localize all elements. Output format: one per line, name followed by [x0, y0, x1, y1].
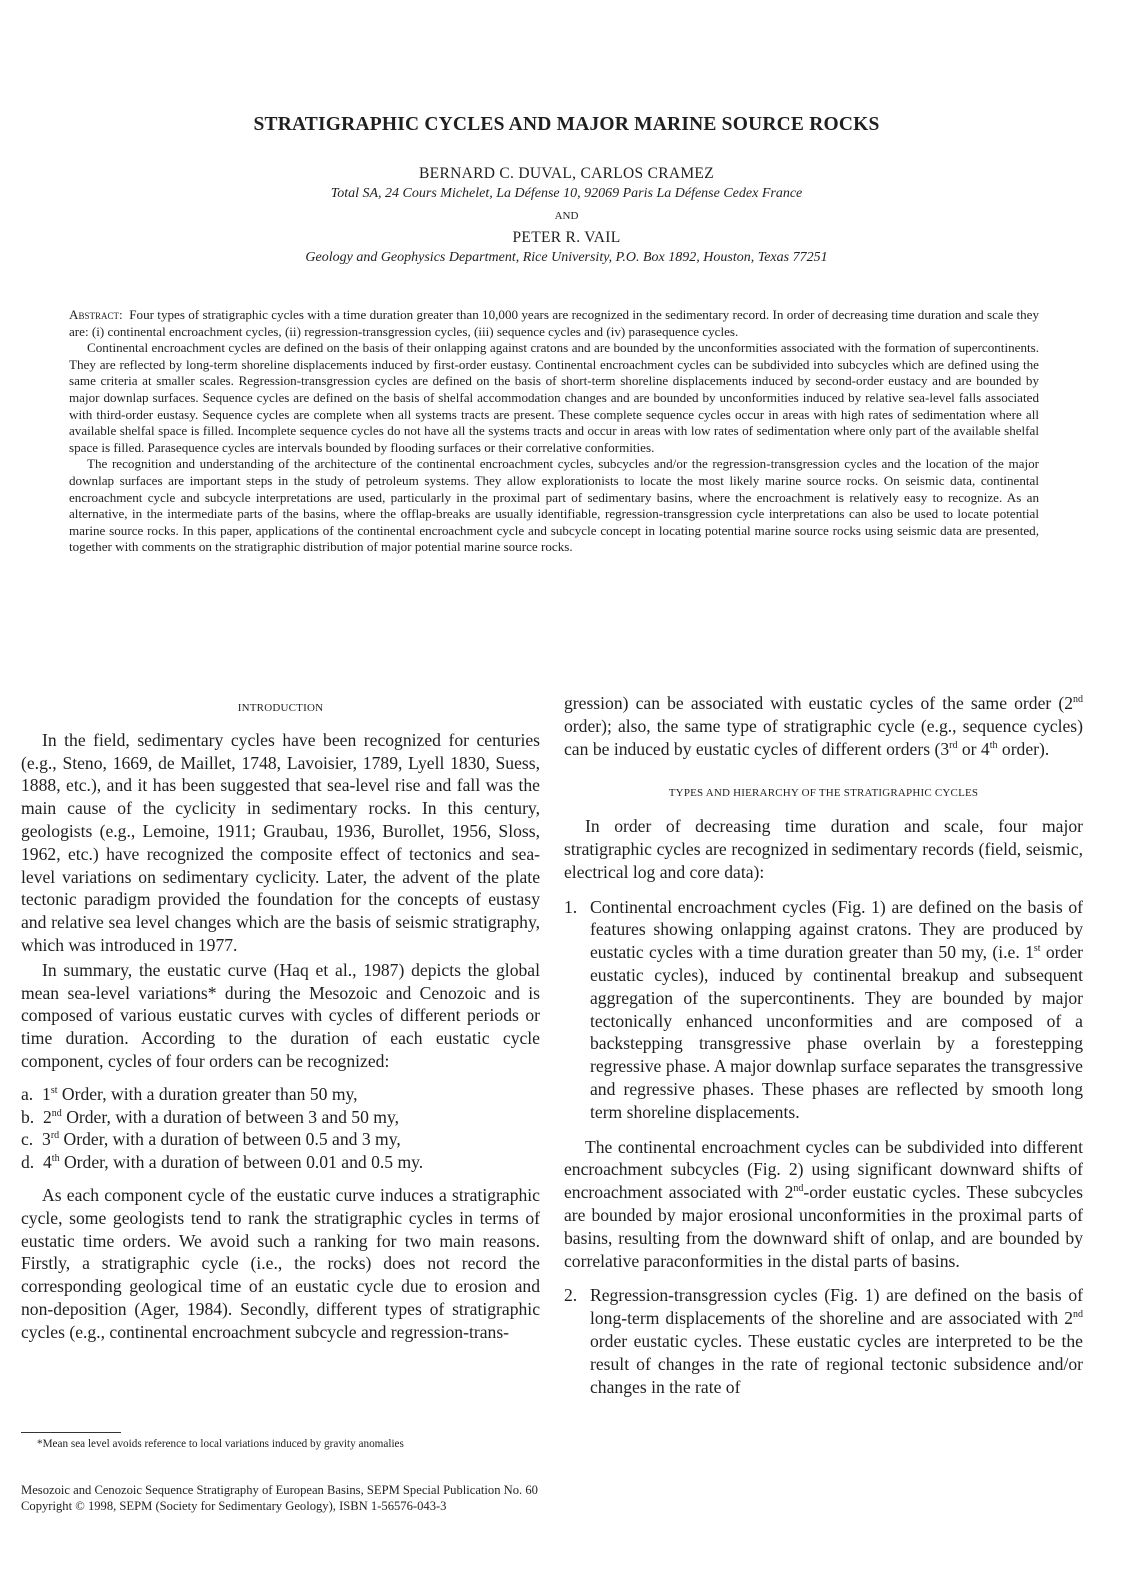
intro-paragraph-2: In summary, the eustatic curve (Haq et al., 1987) depicts the global mean sea-level variations* during the Mesozoic and Cenozoic and is composed of various eustatic curves with cycles of different periods or time duration. According to the duration of each eustatic cycle component, cycles of four orders can be recognized: [21, 959, 540, 1071]
introduction-heading: INTRODUCTION [237, 702, 324, 714]
abstract-paragraph-2: Continental encroachment cycles are defined on the basis of their onlapping against cratons and are bounded by the unconformities associated with the formation of supercontinents. They are reflected by long-term shoreline displacements induced by first-order eustasy. Continental encroachment cycles can be subdivided into subcycles which are defined using the same criteria at smaller scales. Regression-transgression cycles are defined on the basis of short-term shoreline displacements induced by second-order eustacy and are bounded by major downlap surfaces. Sequence cycles are defined on the basis of shelfal accommodation changes and are bounded by unconformities induced by relative sea-level falls associated with third-order eustasy. Sequence cycles are complete when all systems tracts are present. These complete sequence cycles occur in areas with high rates of sedimentation where all available shelfal space is filled. Incomplete sequence cycles do not have all the systems tracts and occur in areas with low rates of sedimentation where only part of the available shelfal space is filled. Parasequence cycles are intervals bounded by flooding surfaces or their correlative conformities. [69, 340, 1039, 455]
footnote: *Mean sea level avoids reference to local variations induced by gravity anomalies [37, 1438, 404, 1450]
eustatic-order-list [21, 1083, 540, 1174]
right-column [564, 692, 1083, 1398]
cycle-item-2: 2. Regression-transgression cycles (Fig. 1) are defined on the basis of long-term displacements of the shoreline and are associated with 2nd order eustatic cycles. These eustatic cycles are interpreted to be the result of changes in the rate of regional tectonic subsidence and/or changes in the rate of [564, 1285, 1083, 1397]
paper-title: STRATIGRAPHIC CYCLES AND MAJOR MARINE SOURCE ROCKS [253, 114, 880, 135]
intro-paragraph-3-continued: gression) can be associated with eustatic cycles of the same order (2nd order); also, the same type of stratigraphic cycle (e.g., sequence cycles) can be induced by eustatic cycles of different orders (3rd or 4th order). [564, 693, 1083, 759]
authors-conjunction: AND [554, 210, 579, 222]
types-paragraph-1: In order of decreasing time duration and scale, four major stratigraphic cycles are recognized in sedimentary records (field, seismic, electrical log and core data): [564, 816, 1083, 882]
cycle-item-1: 1. Continental encroachment cycles (Fig. 1) are defined on the basis of features showing onlapping against cratons. They are produced by eustatic cycles with a time duration greater than 50 my, (i.e. 1st order eustatic cycles), induced by continental breakup and subsequent aggregation of the supercontinents. They are bounded by major tectonically enhanced unconformities and are composed of a backstepping transgressive phase overlain by a forestepping regressive phase. A major downlap surface separates the transgressive and regressive phases. These phases are reflected by smooth long term shoreline displacements. [564, 896, 1083, 1122]
intro-paragraph-1: In the field, sedimentary cycles have been recognized for centuries (e.g., Steno, 1669, de Maillet, 1748, Lavoisier, 1789, Lyell 1830, Suess, 1888, etc.), and it has been suggested that sea-level rise and fall was the main cause of the cyclicity in sedimentary rocks. In this century, geologists (e.g., Lemoine, 1911; Graubau, 1936, Burollet, 1956, Sloss, 1962, etc.) have recognized the composite effect of tectonics and sea-level variations on sedimentary cyclicity. Later, the advent of the plate tectonic paradigm provided the foundation for the concepts of eustasy and relative sea level changes which are the basis of seismic stratigraphy, which was introduced in 1977. [21, 729, 540, 955]
affiliation-1: Total SA, 24 Cours Michelet, La Défense 10, 92069 Paris La Défense Cedex France [330, 186, 803, 201]
cycle-list-2 [564, 1284, 1083, 1398]
order-item: c. 3rd Order, with a duration of between 0.5 and 3 my, [21, 1129, 401, 1150]
order-item: b. 2nd Order, with a duration of between 3 and 50 my, [21, 1106, 400, 1127]
footnote-rule [21, 1432, 121, 1433]
types-heading: TYPES AND HIERARCHY OF THE STRATIGRAPHIC CYCLES [668, 787, 979, 800]
abstract-label: Abstract: [69, 307, 123, 322]
order-item: d. 4th Order, with a duration of between 0.01 and 0.5 my. [21, 1152, 424, 1173]
types-paragraph-2: The continental encroachment cycles can be subdivided into different encroachment subcycles (Fig. 2) using significant downward shifts of encroachment associated with 2nd-order eustatic cycles. These subcycles are bounded by major erosional unconformities in the proximal parts of basins, resulting from the downward shift of onlap, and are bounded by correlative paraconformities in the distal parts of basins. [564, 1136, 1083, 1271]
footer-line-2: Copyright © 1998, SEPM (Society for Sedimentary Geology), ISBN 1-56576-043-3 [21, 1499, 447, 1513]
abstract-paragraph-1-text: Four types of stratigraphic cycles with a time duration greater than 10,000 years are recognized in the sedimentary record. In order of decreasing time duration and scale they are: (i) continental encroachment cycles, (ii) regression-transgression cycles, (iii) sequence cycles and (iv) parasequence cycles. [69, 307, 1039, 339]
affiliation-2: Geology and Geophysics Department, Rice University, P.O. Box 1892, Houston, Texas 77251 [305, 250, 828, 265]
authors-line-1: BERNARD C. DUVAL, CARLOS CRAMEZ [419, 165, 714, 182]
left-column [21, 697, 540, 1344]
intro-paragraph-3: As each component cycle of the eustatic curve induces a stratigraphic cycle, some geologists tend to rank the stratigraphic cycles in terms of eustatic time orders. We avoid such a ranking for two main reasons. Firstly, a stratigraphic cycle (i.e., the rocks) does not record the corresponding geological time of an eustatic cycle due to erosion and non-deposition (Ager, 1984). Secondly, different types of stratigraphic cycles (e.g., continental encroachment subcycle and regression-trans- [21, 1184, 540, 1342]
page-footer [21, 1482, 538, 1514]
authors-line-2: PETER R. VAIL [512, 229, 621, 246]
abstract-paragraph-3: The recognition and understanding of the architecture of the continental encroachment cycles, subcycles and/or the regression-transgression cycles and the location of the major downlap surfaces are important steps in the study of petroleum systems. They allow explorationists to locate the most likely marine source rocks. On seismic data, continental encroachment cycle and subcycle interpretations are used, particularly in the proximal part of sedimentary basins, where the encroachment is relatively easy to recognize. As an alternative, in the intermediate parts of the basins, where the offlap-breaks are usually identifiable, regression-transgression cycle interpretations can also be used to locate potential marine source rocks. In this paper, applications of the continental encroachment cycle and subcycle concept in locating potential marine source rocks using seismic data are presented, together with comments on the stratigraphic distribution of major potential marine source rocks. [69, 456, 1039, 555]
abstract-paragraph-1 [69, 307, 1039, 340]
order-item: a. 1st Order, with a duration greater than 50 my, [21, 1083, 358, 1104]
footer-line-1: Mesozoic and Cenozoic Sequence Stratigraphy of European Basins, SEPM Special Publication No. 60 [21, 1483, 538, 1497]
cycle-list-1 [564, 896, 1083, 1124]
abstract [69, 307, 1039, 556]
